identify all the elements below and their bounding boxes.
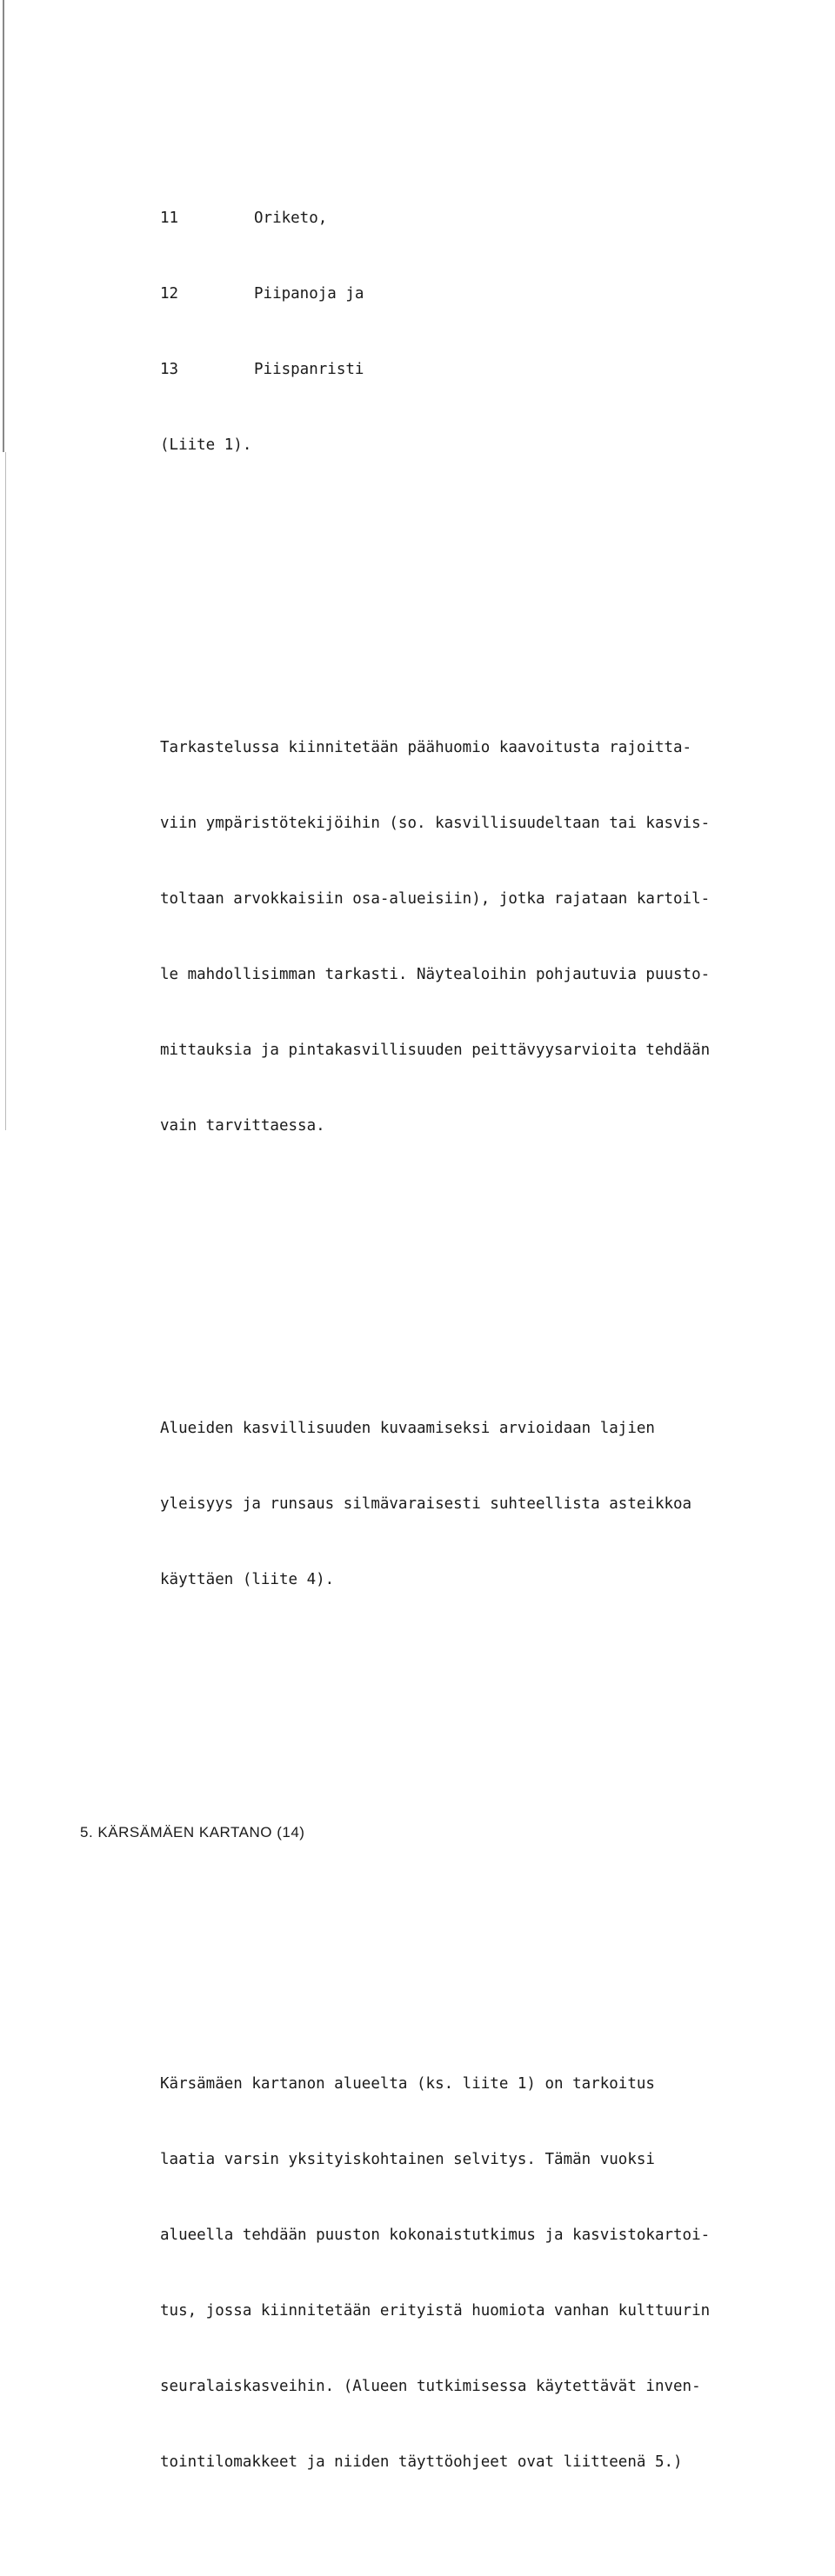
text-line: Alueiden kasvillisuuden kuvaamiseksi arvioidaan lajien: [160, 1420, 655, 1437]
text-line: toltaan arvokkaisiin osa-alueisiin), jotka rajataan kartoil-: [160, 890, 711, 908]
scan-edge-mark: [3, 0, 4, 452]
text-line: laatia varsin yksityiskohtainen selvitys. Tämän vuoksi: [160, 2151, 655, 2168]
paragraph-manor: [160, 2021, 769, 2526]
text-line: käyttäen (liite 4).: [160, 1571, 335, 1588]
list-item-label: Oriketo,: [254, 210, 328, 227]
text-line: Tarkastelussa kiinnitetään päähuomio kaavoitusta rajoitta-: [160, 739, 692, 756]
scan-edge-mark-lower: [5, 452, 6, 1130]
list-item-label: Piipanoja ja: [254, 285, 364, 303]
text-line: Kärsämäen kartanon alueelta (ks. liite 1) on tarkoitus: [160, 2075, 655, 2093]
text-line: tointilomakkeet ja niiden täyttöohjeet ovat liitteenä 5.): [160, 2453, 683, 2471]
list-item-number: 13: [160, 361, 179, 378]
paragraph-vegetation: [160, 1366, 769, 1643]
list-item: [160, 282, 769, 307]
document-text: [80, 105, 769, 2576]
text-line: yleisyys ja runsaus silmävaraisesti suhteellista asteikkoa: [160, 1495, 692, 1513]
list-item-label: Piispanristi: [254, 361, 364, 378]
list-item: [160, 357, 769, 383]
text-line: vain tarvittaessa.: [160, 1117, 325, 1135]
list-item-number: 11: [160, 210, 179, 227]
list-item-number: 12: [160, 285, 179, 303]
text-line: le mahdollisimman tarkasti. Näytealoihin pohjautuvia puusto-: [160, 966, 711, 983]
text-line: viin ympäristötekijöihin (so. kasvillisuudeltaan tai kasvis-: [160, 815, 711, 832]
paragraph-examination: [160, 685, 769, 1189]
list-reference: (Liite 1).: [160, 436, 252, 454]
text-line: tus, jossa kiinnitetään erityistä huomiota vanhan kulttuurin: [160, 2302, 711, 2320]
text-line: seuralaiskasveihin. (Alueen tutkimisessa käytettävät inven-: [160, 2378, 701, 2395]
text-line: alueella tehdään puuston kokonaistutkimus ja kasvistokartoi-: [160, 2227, 711, 2244]
area-list: [160, 156, 769, 509]
list-item: [160, 206, 769, 231]
text-line: mittauksia ja pintakasvillisuuden peittävyysarvioita tehdään: [160, 1042, 711, 1059]
section-heading: 5. KÄRSÄMÄEN KARTANO (14): [80, 1824, 305, 1840]
